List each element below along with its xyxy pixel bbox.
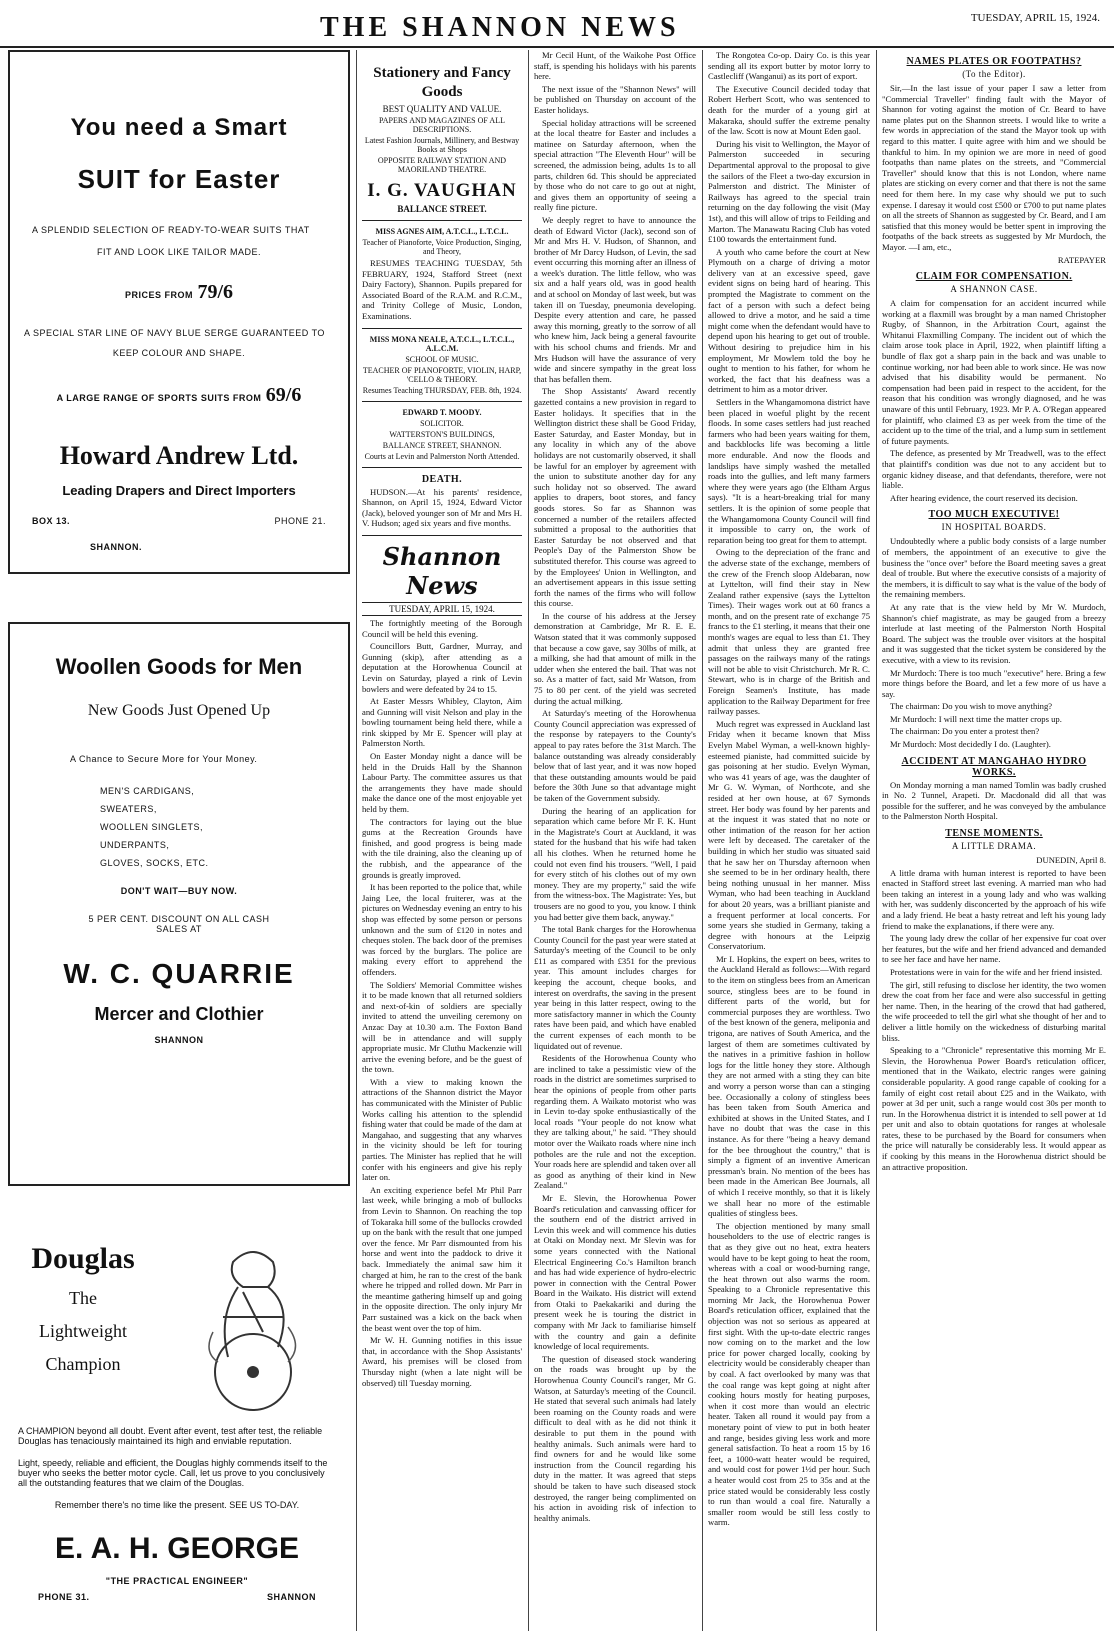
ad-text: FIT AND LOOK LIKE TAILOR MADE.	[96, 247, 262, 257]
death-heading: DEATH.	[421, 473, 463, 485]
aim-name: MISS AGNES AIM, A.T.C.L., L.T.C.L.	[375, 227, 509, 236]
news-paragraph: The Soldiers' Memorial Committee wishes it to be made known that all returned soldiers and next-of-kin of soldiers are specially invited to attend the unveiling ceremony on Anzac Day at 10.30 a.m. The Foxton Band will be in attendance and will supply appropriate music. Mr Cluthu Mackenzie will arrive the evening before, and be the guest of the town.	[362, 979, 522, 1075]
news-paragraph: Sir,—In the last issue of your paper I saw a letter from "Commercial Traveller" finding fault with the Mayor of Shannon for voting against the motion of Cr. Beard to have name plates put on the Shannon streets. I would like to write a few words in appreciation of the stand the Mayor took up with regard to this matter. I quite agree with him and we should be thankful to him. In my opinion we are more in need of good footpaths than name plates on the streets, and "Commercial Traveller" should know that this is not London, where name plates are sticking on every corner and that there is not the same need for them here. In my case why should we put to such expense. I daresay it would cost £500 or £700 to put name plates on all the streets of Shannon as suggested by Cr. Beard, and I am satisfied that this money would be better spent in improving the footpaths of the back streets as suggested by Mr Murdoch, the Mayor. —I am, etc.,	[882, 83, 1106, 252]
aim-text: Teacher of Pianoforte, Voice Production, Singing, and Theory,	[362, 238, 522, 256]
moody-name: EDWARD T. MOODY.	[402, 407, 482, 417]
news-paragraph: It has been reported to the police that, while Jaing Lee, the local fruiterer, was at the pictures on Wednesday evening an entry to his shop was effected by some person or persons unknown and the sum of £120 in notes and cheques stolen. The back door of the premises was forced by the burglars. The police are making every effort to apprehend the offenders.	[362, 882, 522, 977]
news-paragraph: Mr Murdoch: There is too much "executive" here. Bring a few more things before the Board, and let a few more of us have a say.	[882, 667, 1106, 699]
sports-price-line	[10, 384, 348, 407]
news-paragraph: On Monday morning a man named Tomlin was badly crushed in No. 2 Tunnel, Arapeti. Dr. Macdonald did all that was possible for the sufferer, and he was conveyed by the ambulance to the Palmerston North Hospital.	[882, 779, 1106, 822]
news-paragraph: The contractors for laying out the blue gums at the Recreation Grounds have finished, and good progress is being made with the tile draining, also the cleaning up of the rubbish, and the appearance of the grounds is greatly improved.	[362, 816, 522, 880]
ad-text: Remember there's no time like the present. SEE US TO-DAY.	[54, 1500, 300, 1510]
ad-headline-4: Champion	[45, 1354, 121, 1374]
ad-text: A Chance to Secure More for Your Money.	[70, 754, 258, 764]
news-paragraph: A little drama with human interest is reported to have been enacted in Stafford street last evening. A married man who had been taking an interest in a young lady and who was walking with her, was suddenly disconcerted by the approach of his wife and a lady friend. He beat a hasty retreat and left his young lady friend to make the explanations, if there were any.	[882, 867, 1106, 931]
article-subheading: (To the Editor).	[962, 69, 1026, 79]
article-subheading: IN HOSPITAL BOARDS.	[941, 522, 1047, 533]
masthead	[0, 8, 1114, 48]
signature: RATEPAYER	[1057, 254, 1106, 265]
stationery-text: Latest Fashion Journals, Millinery, and Bestway Books at Shops	[364, 136, 520, 154]
divider	[362, 535, 522, 536]
town: SHANNON.	[90, 542, 143, 552]
ad-text: A CHAMPION beyond all doubt. Event after event, test after test, the reliable Douglas has tenaciously maintained its high and enviable reputation.	[18, 1426, 323, 1446]
sports-label: A LARGE RANGE OF SPORTS SUITS FROM	[56, 393, 262, 403]
box-number: BOX 13.	[32, 516, 71, 526]
firm-name: Howard Andrew Ltd.	[59, 441, 299, 470]
news-paragraph: The question of diseased stock wandering on the roads was brought up by the Horowhenua County Council's ranger, Mr G. Watson, at Saturday's meeting of the Council. He stated that several such animals had lately been roaming on the County roads and were difficult to deal with as he did not think it desirable to put them in the pound with healthy animals. Such animals were hard to find owners for and he would like some instruction from the Council regarding his duty in the matter. It was agreed that steps should be taken to have such diseased stock destroyed, the ranger being complimented on his action in avoiding risk of infection to healthy animals.	[534, 1353, 696, 1523]
price-label: PRICES FROM	[124, 290, 193, 300]
column-3	[534, 50, 696, 1631]
motorcycle-rider-illustration	[183, 1222, 323, 1422]
news-paragraph: Speaking to a "Chronicle" representative this morning Mr E. Slevin, the Horowhenua Power Board's reticulation officer, mentioned that in the Waikato, electric ranges were gaining considerable popularity. A good range capable of cooking for a family of eight cost retail about £25 and in the Waikato, with power at 3d per unit, such a range would cost 30s per month to run. In the Horowhenua district it is intended to sell power at 1d per unit and also to obtain quotations for ranges at wholesale rates, these to be purchased by the Board for consumers when the price will naturally be considerably less. It would appear as if cooking by this means in the Horowhenua district should be an attractive proposition.	[882, 1045, 1106, 1172]
ad-headline: Woollen Goods for Men	[55, 654, 303, 679]
ad-text: A SPLENDID SELECTION OF READY-TO-WEAR SUITS THAT	[32, 225, 310, 235]
ad-headline-2: The	[69, 1288, 97, 1308]
news-paragraph: The defence, as presented by Mr Treadwell, was to the effect that plaintiff's condition was due not to any accident but to organic kidney disease, and that defendants, therefore, were not liable.	[882, 448, 1106, 491]
news-paragraph: After hearing evidence, the court reserved its decision.	[890, 492, 1078, 503]
news-paragraph: The Executive Council decided today that Robert Herbert Scott, who was sentenced to death for the murder of a young girl at Makaraka, should suffer the extreme penalty of the law. Scott is now at Mount Eden gaol.	[708, 83, 870, 137]
column-2	[362, 50, 522, 1631]
ad-text: A SPECIAL STAR LINE OF NAVY BLUE SERGE GUARANTEED TO	[24, 328, 325, 338]
news-paragraph: The chairman: Do you wish to move anything?	[890, 701, 1053, 712]
news-paragraph: Mr I. Hopkins, the expert on bees, writes to the Auckland Herald as follows:—With regard to the item on stingless bees from an American source, stingless bees are to be found in different parts of the world, but for commercial purposes they are worthless. Two of the best known of the genera, meliponia and trigona, are natives of South America, and the largest of them are sometimes cultivated by the natives in a primitive fashion in hollow logs for the little honey they store. Although they are not armed with a sting they can bite and worry a person worse than can a stinging bee. Occasionally a colony of stingless bees has been taken from South America and exhibited at shows in the United States, and I have no doubt that was the case in this instance. As for there "being a heavy demand for the bee throughout the country," that is simply a figment of an inventive American pressman's brain. No mention of the bees has been made in the American Bee Journals, all of which I receive monthly, so that it is likely we shall hear no more of the estimable qualities of stingless bees.	[708, 953, 870, 1219]
article-heading: TOO MUCH EXECUTIVE!	[928, 509, 1060, 521]
news-paragraph: During his visit to Wellington, the Mayor of Palmerston succeeded in securing Departmental approval to the proposal to give the sailors of the Fleet a two-day excursion in Palmerston and district. The Minister of Railways has agreed to the special train returning on the day following the visit (May 1st), and this will allow of trips to Feilding and Marton. The Manawatu Racing Club has voted £100 towards the entertainment fund.	[708, 138, 870, 245]
ad-text: Light, speedy, reliable and efficient, the Douglas highly commends itself to the buyer who seeks the better motor cycle. Call, let us prove to you conclusively all the outstanding features that we claim of the Douglas.	[18, 1458, 328, 1488]
divider	[362, 328, 522, 329]
news-paragraph: On Easter Monday night a dance will be held in the Druids Hall by the Shannon Labour Party. The committee assures us that the arrangements they have made should make the dance one of the most enjoyable yet held by them.	[362, 751, 522, 815]
column-rule	[356, 50, 357, 1631]
news-paragraph: The Shop Assistants' Award recently gazetted contains a new provision in regard to Easter holidays. It specifies that in the Wellington district these shall be Good Friday, Easter Saturday, and Easter Monday, but in any locality in which any of the above holidays are not customarily observed, it shall be lawful for an employer by agreement with the union to substitute another day for any such holiday not so observed. The award applies to drapers, boot stores, and fancy goods stores. So far as Shannon was concerned a number of the retailers affected submitted a proposal to the authorities that Easter Saturday be not observed and that People's Day of the Palmerston Show be substituted therefor. This course was agreed to by the Employees' Union in Wellington, and an advertisement appears in this issue setting forth the names of the firms who will follow this course.	[534, 386, 696, 609]
news-paragraph: A youth who came before the court at New Plymouth on a charge of driving a motor delivery van at an excessive speed, gave evident signs on being hard of hearing. This prompted the Magistrate to comment on the fact of a person with such a defect being allowed to drive a motor, and he said a time might come when the defendant would have to depend upon his hearing to get out of trouble. Without desiring to prejudice him in his employment, Mr Mowlem told the boy he ought to mention to his father, for whom he worked, the fact that his deafness was a detriment to him as a motor driver.	[708, 246, 870, 395]
neale-text: TEACHER OF PIANOFORTE, VIOLIN, HARP, 'CELLO & THEORY.	[362, 365, 522, 384]
stationery-sub: BEST QUALITY AND VALUE.	[382, 104, 502, 114]
column-rule	[528, 50, 529, 1631]
stationery-text: PAPERS AND MAGAZINES OF ALL DESCRIPTIONS.	[379, 116, 505, 134]
news-paragraph: Special holiday attractions will be screened at the local theatre for Easter and includes a matinee on Saturday afternoon, when the special attraction "The Eleventh Hour" will be screened, the admission being, adults 1s to all parts, children 6d. This should be appreciated by those who do not care to go out at night, and gives them an opportunity of seeing a really fine picture.	[534, 117, 696, 213]
ad-headline-2: SUIT for Easter	[77, 164, 281, 194]
divider	[362, 220, 522, 221]
news-paragraph: Settlers in the Whangamomona district have been placed in woeful plight by the recent floods. In some cases settlers had just reached farmers who had been years waiting for them, and backblocks life was becoming a little more endurable. And now the floods and landslips have simply washed the metalled roads into the gullies, and left many farmers where they were years ago (the Eltham Argus says). "It is a heart-breaking trial for many settlers. It is the opinion of some people that the Whangamomona County Council will find it impossible to carry on, the work of reparation being too great for them to attempt.	[708, 397, 870, 545]
news-paragraph: A claim for compensation for an accident incurred while working at a flaxmill was brought by a man named Christopher Rugby, of Shannon, in the Arbitration Court, against the Whitanui Flaxmilling Company. The incident out of which the claim arose took place in April, 1922, when plaintiff lifting a bundle of flax got a sharp pain in the back and was unable to continue working, nor had been able to work since. He was now advised that his disability would be permanent. No compensation had been paid in respect to the accident, for the reason that his condition was wrongly diagnosed, and he was unaware of this until February, 1923. Mr P. A. O'Regan appeared for plaintiff, who claimed £3 as per week from the time of the accident up to the time of the trial, and a lump sum in settlement of future payments.	[882, 298, 1106, 446]
news-paragraph: Residents of the Horowhenua County who are inclined to take a pessimistic view of the roads in the district are sometimes surprised to hear the opinions of people from other parts regarding them. A Waikato motorist who was in Levin to-day spoke enthusiastically of the local roads "Your people do not know what they are talking about," he said. "They should motor over the Waikato roads where nine inch potholes are the rule and not the exception. Your roads here are splendid and taken over all as good as anything of their kind in New Zealand."	[534, 1053, 696, 1191]
article-heading: CLAIM FOR COMPENSATION.	[915, 271, 1073, 283]
newspaper-title: THE SHANNON NEWS	[320, 12, 680, 43]
ad-headline-3: Lightweight	[39, 1321, 127, 1341]
list-item: GLOVES, SOCKS, ETC.	[100, 858, 209, 868]
stationery-heading: Stationery and Fancy Goods	[373, 65, 511, 100]
list-item: UNDERPANTS,	[100, 840, 170, 850]
news-paragraph: Mr E. Slevin, the Horowhenua Power Board's reticulation and canvassing officer for the southern end of the district arrived in Levin this week and will commence his duties at Otaki on Monday next. Mr Slevin was for some years connected with the National Electrical Engineering Co.'s Hamilton branch and has had wide experience of hydro-electric power in connection with the Central Power Board in the Waikato. His district will extend from Otaki to Paekakariki and during the present week he is touring the district in company with Mr Jack to familiarise himself with the country and gain a definite knowledge of local requirements.	[534, 1192, 696, 1352]
news-paragraph: The fortnightly meeting of the Borough Council will be held this evening.	[362, 617, 522, 639]
news-paragraph: At any rate that is the view held by Mr W. Murdoch, Shannon's chief magistrate, as may be gauged from a breezy interlude at last meeting of the Palmerston North Hospital Board. The subject was the trouble over visitors at the hospital and it was suggested that the ticket system be considered by the executive, with a view to its revision.	[882, 601, 1106, 665]
news-paragraph: The total Bank charges for the Horowhenua County Council for the past year were stated at Saturday's meeting of the Council to be only £11 as compared with £351 for the previous year. This amount includes charges for keeping the account, cheque books, and interest on overdrafts, the saving in the present year being in this latter respect, owing to the more satisfactory manner in which the County rates have been paid, and which have enabled the current expenses of each month to be liquidated out of revenue.	[534, 924, 696, 1051]
news-paragraph: Mr Murdoch: I will next time the matter crops up.	[890, 713, 1062, 724]
news-paragraph: Mr W. H. Gunning notifies in this issue that, in accordance with the Shop Assistants' Award, his premises will be closed from Thursday night (when a late night will be observed) till Tuesday morning.	[362, 1335, 522, 1388]
column-rule	[702, 50, 703, 1631]
phone-number: PHONE 21.	[274, 516, 326, 526]
suit-advertisement	[8, 50, 350, 574]
column-4	[708, 50, 870, 1631]
news-paragraph: We deeply regret to have to announce the death of Edward Victor (Jack), second son of Mr and Mrs H. V. Hudson, of Shannon, and brother of Mr Darcy Hudson, of Levin, the sad event occurring this morning after an illness of a week's duration. The little fellow, who was six and a half years old, was in good health and at school on Monday of last week, but was taken ill on Tuesday, pneumonia developing. Despite every attention and care, he passed away this morning, greatly to the sorrow of all who knew him, Jack being a general favourite with his school chums and friends. Mr and Mrs Hudson will have the assurance of very wide and sincere sympathy in the great loss that has befallen them.	[534, 214, 696, 384]
divider	[362, 467, 522, 468]
price-line	[10, 281, 348, 304]
list-item: SWEATERS,	[100, 804, 157, 814]
firm-tagline: "THE PRACTICAL ENGINEER"	[105, 1576, 249, 1586]
ad-header	[8, 1222, 346, 1422]
news-paragraph: In the course of his address at the Jersey demonstration at Cambridge, Mr R. E. E. Watson stated that it was commonly supposed that because a cow gave, say 30lbs of milk, at a milking, she had that amount of milk in the udder when she entered the bail. That was not so. As a matter of fact, said Mr Watson, from 75 to 80 per cent. of the yield was secreted during the actual milking.	[534, 610, 696, 706]
news-paragraph: The girl, still refusing to disclose her identity, the two women drew the coat from her face and were also successful in getting her name. Then, in the hearing of the crowd that had gathered, the wife proceeded to tell the girl what she thought of her and to deliver a little homily on the wickedness of disturbing marital bliss.	[882, 979, 1106, 1043]
news-paragraph: During the hearing of an application for separation which came before Mr F. K. Hunt in the Magistrate's Court at Auckland, it was stated for the husband that his wife had taken all his clothes. When he returned home he could not even find his trousers. "Well, I paid for every stitch of his clothes out of my own money. They are my property," said the wife from the witness-box. The Magistrate: Yes, but trousers are no good to you, you know. I think you had better give them back, anyway."	[534, 805, 696, 922]
list-item: WOOLLEN SINGLETS,	[100, 822, 204, 832]
news-paragraph: With a view to making known the attractions of the Shannon district the Mayor has communicated with the Minister of Public Works calling his attention to the splendid fishing water that could be made of the dam at Mangahao, and suggesting that any wharves in the vicinity should be left for touring parties. The Minister has replied that he will confer with his engineers and give his reply later on.	[362, 1076, 522, 1183]
dateline: DUNEDIN, April 8.	[1036, 855, 1106, 866]
neale-text: Resumes Teaching THURSDAY, FEB. 8th, 1924.	[362, 385, 522, 395]
items-list	[100, 786, 348, 868]
column-rule	[876, 50, 877, 1631]
article-subheading: A LITTLE DRAMA.	[951, 841, 1037, 852]
firm-tagline: Leading Drapers and Direct Importers	[62, 483, 296, 498]
article-heading: ACCIDENT AT MANGAHAO HYDRO WORKS.	[901, 755, 1087, 778]
aim-text: RESUMES TEACHING TUESDAY, 5th FEBRUARY, 1924, Stafford Street (next Dairy Factory), Shannon. Pupils prepared for Associated Board of the R.A.M. and R.C.M., and Trinity College of Music, London, Examinations.	[362, 258, 522, 321]
list-item: MEN'S CARDIGANS,	[100, 786, 195, 796]
ad-text: KEEP COLOUR AND SHAPE.	[112, 348, 246, 358]
moody-text: WATTERSTON'S BUILDINGS,	[389, 429, 495, 439]
price: 79/6	[197, 281, 234, 303]
divider	[362, 401, 522, 402]
ad-headline: Douglas	[31, 1242, 135, 1275]
vaughan-street: BALLANCE STREET.	[397, 204, 487, 214]
news-paragraph: At Saturday's meeting of the Horowhenua County Council appreciation was expressed of the response by ratepayers to the County's appeal to pay rates before the 31st March. The balance outstanding was already considerably below that of last year, and it was now hoped that these outstanding amounts would be paid before the 30th June so that advantage might be taken of the Government subsidy.	[534, 708, 696, 803]
death-notice: HUDSON.—At his parents' residence, Shannon, on April 15, 1924, Edward Victor (Jack), beloved younger son of Mr and Mrs H. V. Hudson; aged six years and five months.	[362, 486, 522, 529]
news-paragraph: At Easter Messrs Whibley, Clayton, Aim and Gunning will visit Nelson and play in the bowling tournament being held there, while a rink skipped by Mr E. Spencer will play at Palmerston North.	[362, 696, 522, 749]
section-date: TUESDAY, APRIL 15, 1924.	[362, 602, 522, 616]
moody-text: BALLANCE STREET, SHANNON.	[382, 440, 502, 450]
ad-subheadline: New Goods Just Opened Up	[87, 702, 271, 719]
news-paragraph: The chairman: Do you enter a protest then?	[890, 726, 1040, 737]
issue-date: TUESDAY, APRIL 15, 1924.	[970, 12, 1100, 24]
news-paragraph: Owing to the depreciation of the franc and the adverse state of the exchange, members of the crew of the French sloop Aldebaran, now at Lyttelton, will find their stay in New Zealand rather expensive (says the Lyttelton Times). Their wages work out at 60 francs a month, and on the present rate of exchange 75 francs to the £1 sterling, it means that their one month's wages are equal to less than £1. They admit that unless they are granted free passages on the railways many of the ratings will not be able to visit Christchurch. Mr R. C. Stewart, who is in charge of the British and Foreign Seamen's Institute, has made application to the Railway Department for free railway passes.	[708, 547, 870, 717]
vaughan-name: I. G. VAUGHAN	[367, 180, 517, 201]
news-paragraph: Undoubtedly where a public body consists of a large number of members, the appointment of an executive to give the business the "once over" before the Board meeting saves a great deal of trouble. But where the executive consists of a majority of the members, it is difficult to say what is the value of the body of the remaining members.	[882, 536, 1106, 600]
sports-price: 69/6	[265, 384, 302, 406]
contact-line	[8, 1592, 346, 1608]
neale-name: MISS MONA NEALE, A.T.C.L., L.T.C.L., A.L.C.M.	[369, 334, 515, 353]
firm-name: E. A. H. GEORGE	[55, 1532, 299, 1565]
news-paragraph: Mr Cecil Hunt, of the Waikohe Post Office staff, is spending his holidays with his parents here.	[534, 50, 696, 82]
news-paragraph: Much regret was expressed in Auckland last Friday when it became known that Miss Evelyn Mabel Wyman, a well-known highly-esteemed pianiste, had committed suicide by gas poisoning at her studio. Evelyn Wyman, who was 41 years of age, was the daughter of Mr G. W. Wyman, of Northcote, and she resided at her own house, at 67 Symonds street. Her body was found by her parents and at the inquest it was stated that no note or other intimation of the reason for her action were left by deceased. The caretaker of the building in which her studio was situated said that he saw her on Thursday afternoon when she seemed to be in her ordinary health, there being nothing unusual in her manner. Miss Wyman, who had been teaching in Auckland for about 20 years, was a brilliant pianiste and a frequent performer at local concerts. For some years she studied in Germany, taking a degree with honours at the Leipzig Conservatorium.	[708, 718, 870, 952]
news-paragraph: Mr Murdoch: Most decidedly I do. (Laughter).	[890, 739, 1051, 750]
firm-name: W. C. QUARRIE	[63, 958, 295, 989]
news-paragraph: An exciting experience befel Mr Phil Parr last week, while bringing a mob of bullocks from Levin to Shannon. On reaching the top of Tokaraka hill some of the bullocks crowded up on the bank with the result that one jumped over the fence. Mr Parr dismounted from his horse and went into the paddock to drive it back. Immediately the animal saw him it charged at him, he ran to the crest of the bank where he tripped and rolled down. Mr Parr in the meantime gathering himself up and going in the opposite direction. The only injury Mr Parr sustained was a kick on the back when the beast went over the top of him.	[362, 1184, 522, 1333]
call-to-action: DON'T WAIT—BUY NOW.	[120, 886, 238, 896]
news-paragraph: The next issue of the "Shannon News" will be published on Thursday on account of the Easter holidays.	[534, 83, 696, 115]
article-subheading: A SHANNON CASE.	[950, 284, 1038, 295]
moody-text: Courts at Levin and Palmerston North Attended.	[364, 451, 520, 461]
stationery-text: OPPOSITE RAILWAY STATION AND MAORILAND THEATRE.	[377, 156, 507, 174]
section-title: Shannon News	[382, 541, 502, 600]
news-paragraph: The Rongotea Co-op. Dairy Co. is this year sending all its export butter by motor lorry to Castlecliff (Wanganui) as its port of export.	[708, 50, 870, 82]
column-5	[882, 50, 1106, 1631]
ad-headline: You need a Smart	[70, 114, 288, 141]
neale-text: SCHOOL OF MUSIC.	[405, 354, 479, 364]
article-heading: NAMES PLATES OR FOOTPATHS?	[906, 56, 1082, 67]
news-paragraph: Protestations were in vain for the wife and her friend insisted.	[890, 966, 1103, 977]
phone-number: PHONE 31.	[38, 1592, 90, 1602]
contact-line	[10, 516, 348, 536]
woollen-advertisement	[8, 622, 350, 1186]
town: SHANNON	[266, 1592, 316, 1602]
discount-text: 5 PER CENT. DISCOUNT ON ALL CASH SALES AT	[88, 914, 270, 934]
ad-headline-block	[18, 1242, 148, 1375]
news-paragraph: The young lady drew the collar of her expensive fur coat over her features, but the wife and her friend advanced and demanded to see her face and have her name.	[882, 933, 1106, 965]
news-paragraph: Councillors Butt, Gardner, Murray, and Gunning (skip), after attending as a deputation at the Horowhenua Council at Levin on Saturday, played a rink of Levin bowlers and were defeated by 24 to 15.	[362, 641, 522, 694]
town: SHANNON	[154, 1035, 204, 1045]
douglas-advertisement	[8, 1222, 346, 1632]
news-paragraph: The objection mentioned by many small householders to the use of electric ranges is that as they give out no heat, extra heaters would have to be kept going to heat the room, whereas with a coal or wood-burning range, the heat thrown out also warms the room. Speaking to a Chronicle representative this morning Mr Jack, the Horowhenua Power Board's reticulation officer, explained that the objection was not so serious as appeared at first sight. With the up-to-date electric ranges now coming on to the market and the low price for power charged locally, cooking by electricity would be considerably cheaper than by coal. A fact overlooked by many was that the coal range was kept going at night after cooking hours mostly for heating purposes, when it cost more than would an electric heater. Taken all round it would pay from a monetary point of view to put in both heater and range, besides giving less work and more general satisfaction. To heat a room 15 by 16 feet, a 1000-watt heater would be required, and would cost for power 1½d per hour. Such a heater would cost from 25 to 35s and at the price stated would be considerably less costly to run than would a coal fire. Naturally a smaller room would be still less costly to warm.	[708, 1220, 870, 1528]
firm-trade: Mercer and Clothier	[94, 1004, 264, 1024]
article-heading: TENSE MOMENTS.	[945, 828, 1043, 840]
moody-text: SOLICITOR.	[420, 418, 464, 428]
